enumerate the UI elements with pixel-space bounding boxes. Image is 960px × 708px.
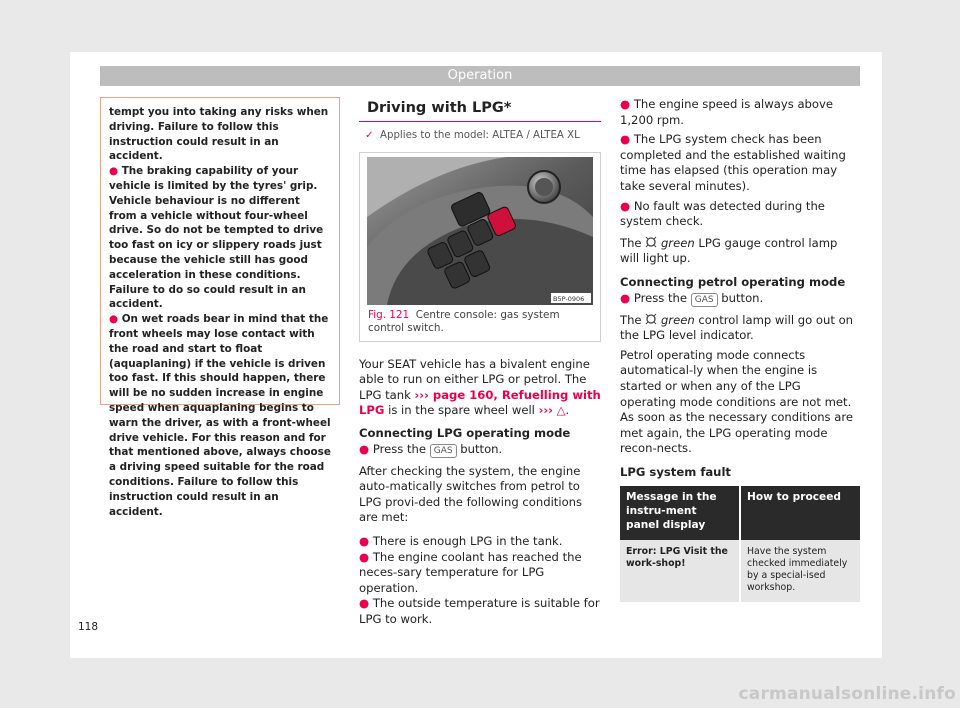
column-middle	[359, 97, 601, 628]
warning-text: tempt you into taking any risks when driving. Failure to follow this instruction could result in an accident.	[109, 106, 329, 163]
petrol-paragraph: Petrol operating mode connects automatical-ly when the engine is started or when any of the LPG operating mode conditions are not met. As soon as the necessary conditions are met again, the LPG operating mode recon-nects.	[620, 347, 854, 456]
lpg-lamp-icon	[645, 313, 657, 325]
gas-key: GAS	[430, 444, 457, 458]
fault-table	[620, 486, 860, 602]
figure	[359, 152, 601, 342]
warning-item: ● On wet roads bear in mind that the front wheels may lose contact with the road and start to float (aquaplaning) if the vehicle is driven too fast. If this should happen, there will be no sudden increase in engine speed when aquaplaning begins to warn the driver, as with a front-wheel drive vehicle. For this reason and for that mentioned above, always choose a driving speed suitable for the road conditions. Failure to follow this instruction could result in an accident.	[109, 313, 331, 518]
instruction: ● Press the GAS button.	[359, 441, 503, 456]
intro-paragraph: Your SEAT vehicle has a bivalent engine able to run on either LPG or petrol. The LPG tank ››› page 160, Refuelling with LPG is in the spare wheel well ››› △.	[359, 356, 601, 418]
page-number: 118	[78, 621, 99, 633]
console-photo	[367, 157, 593, 305]
warning-triangle-icon: △	[556, 403, 566, 418]
figure-caption: Fig. 121 Centre console: gas system control switch.	[368, 308, 560, 334]
lamp-paragraph: The green LPG gauge control lamp will light up.	[620, 235, 838, 266]
applies-note: ✓ Applies to the model: ALTEA / ALTEA XL	[365, 130, 580, 141]
gas-key: GAS	[691, 293, 718, 307]
column-header: Message in the instru-ment panel display	[620, 486, 740, 540]
subheading-lpg: Connecting LPG operating mode	[359, 425, 571, 440]
subheading-petrol: Connecting petrol operating mode	[620, 274, 846, 289]
bullet-icon: ●	[109, 313, 122, 326]
table-header-row	[620, 486, 860, 540]
warning-item: ● The braking capability of your vehicle is limited by the tyres' grip. Vehicle behaviour is no different from a vehicle without four-wheel drive. So do not be tempted to drive too fast on icy or slippery roads just because the vehicle still has good acceleration in these conditions. Failure to do so could result in an accident.	[109, 165, 324, 311]
condition-item: ● No fault was detected during the system check.	[620, 198, 825, 229]
instruction: ● Press the GAS button.	[620, 290, 764, 305]
table-cell: Error: LPG Visit the work-shop!	[620, 540, 740, 602]
condition-item: ● The LPG system check has been completed and the established waiting time has elapsed (this operation may take several minutes).	[620, 132, 846, 193]
section-title: Driving with LPG*	[359, 97, 601, 122]
figure-code: B5P-0906	[553, 294, 585, 303]
page-link[interactable]: ››› page 160, Refuelling with LPG	[359, 387, 601, 418]
subheading-fault: LPG system fault	[620, 464, 731, 479]
condition-item: ● The engine speed is always above 1,200 rpm.	[620, 97, 833, 127]
check-icon: ✓	[365, 130, 374, 141]
lpg-lamp-icon	[645, 236, 657, 248]
condition-item: ● There is enough LPG in the tank.	[359, 533, 563, 548]
table-cell: Have the system checked immediately by a special-ised workshop.	[740, 540, 860, 602]
after-paragraph: After checking the system, the engine auto-matically switches from petrol to LPG provi-ded the following conditions are met:	[359, 463, 583, 525]
condition-item: ● The outside temperature is suitable for LPG to work.	[359, 596, 600, 626]
watermark: carmanualsonline.info	[738, 684, 956, 704]
warning-box	[100, 97, 340, 518]
page-header: Operation	[100, 66, 860, 86]
column-header: How to proceed	[740, 486, 860, 540]
bullet-icon: ●	[109, 165, 122, 178]
condition-item: ● The engine coolant has reached the neces-sary temperature for LPG operation.	[359, 549, 582, 595]
column-right	[620, 97, 860, 602]
lamp-paragraph: The green control lamp will go out on the LPG level indicator.	[620, 312, 854, 343]
table-row	[620, 540, 860, 602]
